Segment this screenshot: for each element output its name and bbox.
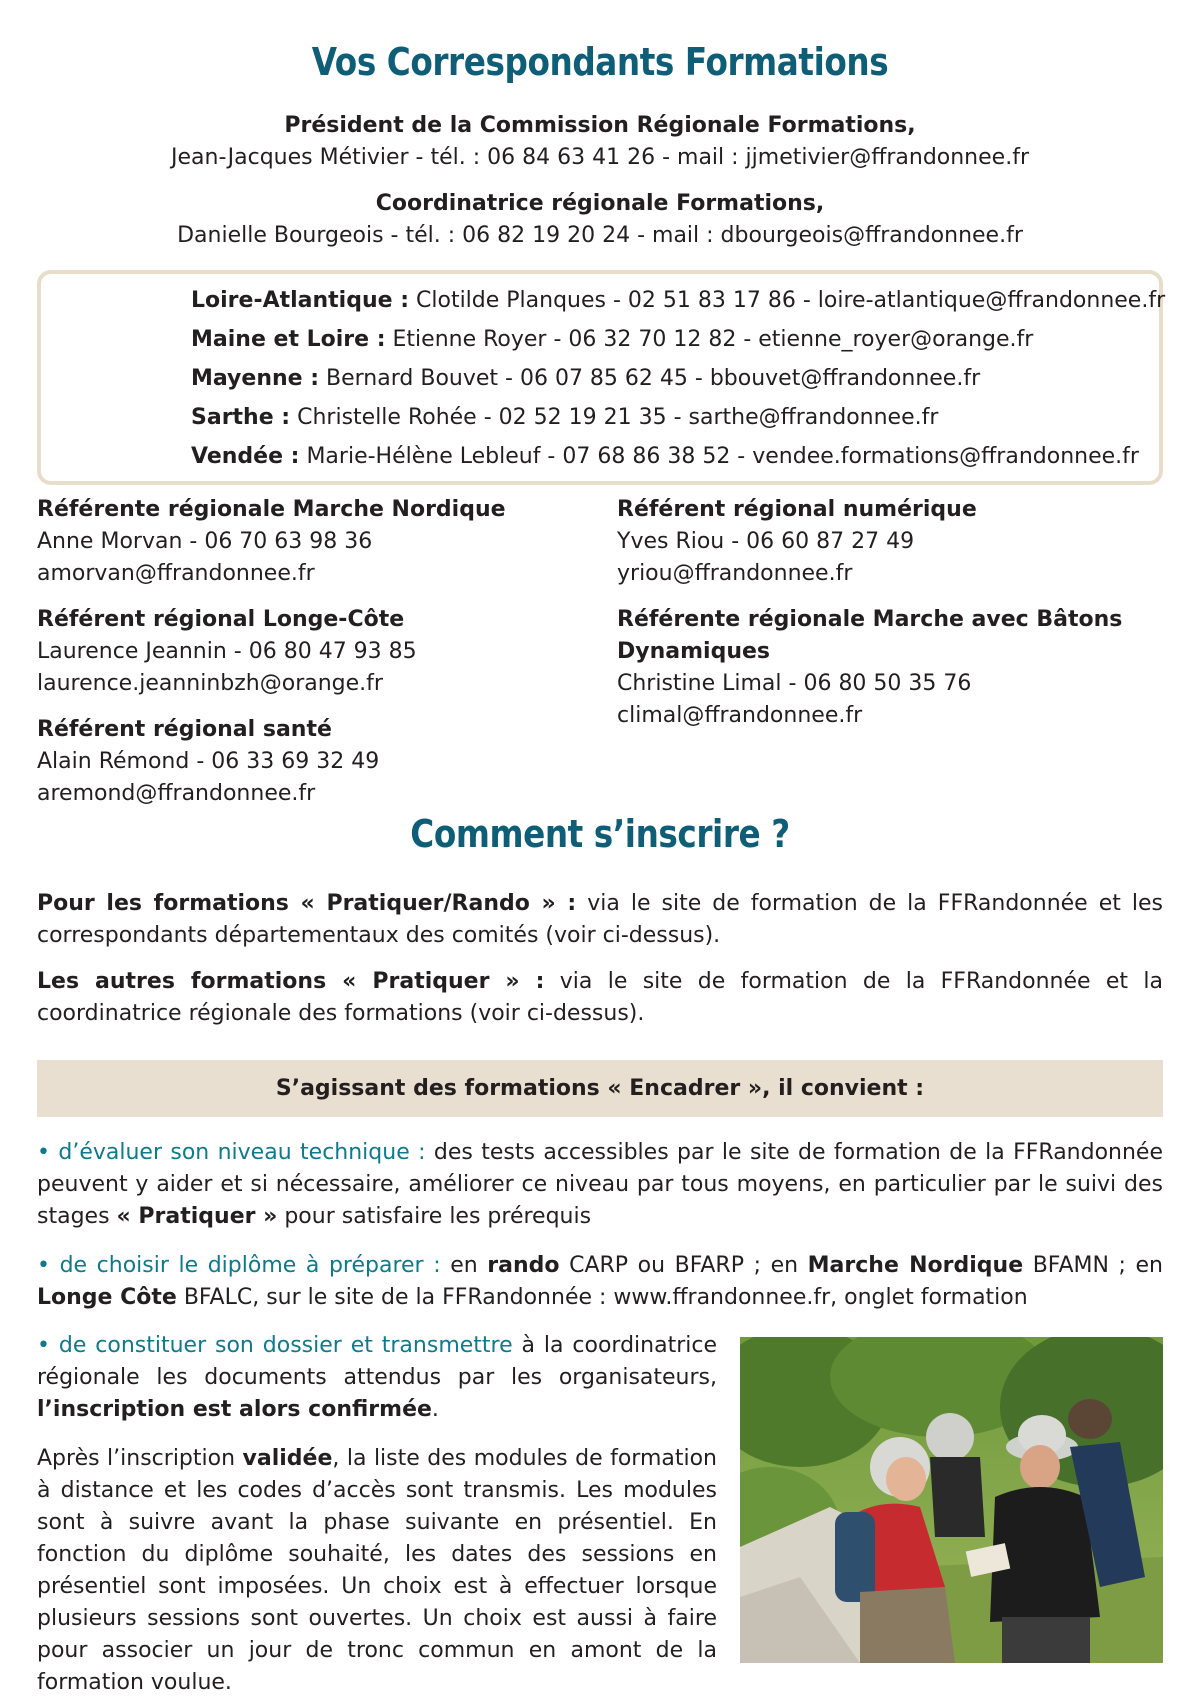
referent-sante (37, 714, 379, 810)
referent-email: aremond@ffrandonnee.fr (37, 781, 316, 806)
paragraph-autres (37, 966, 1163, 1030)
referent-contact: Christine Limal - 06 80 50 35 76 (617, 671, 972, 696)
bullet-lead: • de choisir le diplôme à préparer : (37, 1253, 441, 1278)
bullet-bold: l’inscription est alors confirmée (37, 1397, 432, 1422)
department-details: Bernard Bouvet - 06 07 85 62 45 - bbouvet@ffrandonnee.fr (319, 366, 981, 391)
referent-numerique (617, 494, 977, 590)
bullet-niveau (37, 1137, 1163, 1233)
encadrer-banner: S’agissant des formations « Encadrer », il convient : (37, 1060, 1163, 1117)
referent-email: laurence.jeanninbzh@orange.fr (37, 671, 383, 696)
section-title: Comment s’inscrire ? (410, 812, 790, 856)
paragraph-text: via le site de formation de la FFRandonnée et les correspondants départementaux des comités (voir ci-dessus). (37, 891, 1163, 948)
bullet-text: à la coordinatrice régionale les documents attendus par les organisateurs, (37, 1333, 717, 1390)
department-details: Marie-Hélène Lebleuf - 07 68 86 38 52 - vendee.formations@ffrandonnee.fr (299, 444, 1139, 469)
referent-contact: Yves Riou - 06 60 87 27 49 (617, 529, 915, 554)
bullet-diplome (37, 1250, 1163, 1314)
department-details: Clotilde Planques - 02 51 83 17 86 - loire-atlantique@ffrandonnee.fr (409, 288, 1166, 313)
referent-contact: Anne Morvan - 06 70 63 98 36 (37, 529, 373, 554)
referent-contact: Alain Rémond - 06 33 69 32 49 (37, 749, 380, 774)
hikers-illustration (740, 1337, 1163, 1663)
bullet-text: CARP ou BFARP ; en (559, 1253, 808, 1278)
paragraph-apres-inscription (37, 1443, 717, 1699)
bullet-text: BFALC, sur le site de la FFRandonnée : www.ffrandonnee.fr, onglet formation (176, 1285, 1028, 1310)
paragraph-lead: Pour les formations « Pratiquer/Rando » : (37, 891, 577, 916)
paragraph-bold: validée (242, 1446, 333, 1471)
department-name: Mayenne : (191, 366, 320, 391)
referent-title: Référent régional numérique (617, 497, 977, 522)
referent-email: yriou@ffrandonnee.fr (617, 561, 853, 586)
departments-box (37, 270, 1166, 485)
bullet-bold: Longe Côte (37, 1285, 177, 1310)
referent-title-continued: Dynamiques (617, 639, 771, 664)
referent-contact: Laurence Jeannin - 06 80 47 93 85 (37, 639, 417, 664)
paragraph-text: , la liste des modules de formation à distance et les codes d’accès sont transmis. Les modules sont à suivre avant la phase suivante en présentiel. En fonction du diplôme souhaité, les dates des sessions en présentiel sont imposées. Un choix est à effectuer lorsque plusieurs sessions sont ouvertes. Un choix est aussi à faire pour associer un jour de tronc commun en amont de la formation voulue. (37, 1446, 718, 1695)
bullet-text: pour satisfaire les prérequis (277, 1204, 592, 1229)
page-title: Vos Correspondants Formations (311, 40, 889, 84)
referent-title: Référente régionale Marche Nordique (37, 497, 506, 522)
department-line (191, 327, 1033, 352)
president-details: Jean-Jacques Métivier - tél. : 06 84 63 41 26 - mail : jjmetivier@ffrandonnee.fr (171, 145, 1029, 170)
coordinatrice-role: Coordinatrice régionale Formations, (375, 191, 825, 216)
department-line (191, 444, 1139, 469)
department-details: Etienne Royer - 06 32 70 12 82 - etienne_royer@orange.fr (385, 327, 1034, 352)
bullet-lead: • de constituer son dossier et transmettre (37, 1333, 513, 1358)
referent-email: climal@ffrandonnee.fr (617, 703, 863, 728)
referent-batons-dynamiques (617, 604, 1122, 732)
department-details: Christelle Rohée - 02 52 19 21 35 - sarthe@ffrandonnee.fr (290, 405, 939, 430)
president-role: Président de la Commission Régionale Formations, (284, 113, 916, 138)
department-name: Maine et Loire : (191, 327, 386, 352)
bullet-bold: rando (487, 1253, 560, 1278)
bullet-bold: « Pratiquer » (116, 1204, 278, 1229)
department-name: Sarthe : (191, 405, 291, 430)
president-block (0, 110, 1200, 174)
department-line (191, 288, 1165, 313)
referent-marche-nordique (37, 494, 506, 590)
paragraph-text: via le site de formation de la FFRandonnée et la coordinatrice régionale des formations (voir ci-dessus). (37, 969, 1163, 1026)
bullet-text: BFAMN ; en (1023, 1253, 1164, 1278)
department-line (191, 366, 980, 391)
hikers-photo (740, 1337, 1163, 1663)
coordinatrice-block (0, 188, 1200, 252)
paragraph-lead: Les autres formations « Pratiquer » : (37, 969, 545, 994)
referent-title: Référent régional santé (37, 717, 332, 742)
coordinatrice-details: Danielle Bourgeois - tél. : 06 82 19 20 24 - mail : dbourgeois@ffrandonnee.fr (177, 223, 1023, 248)
paragraph-text: Après l’inscription (37, 1446, 243, 1471)
department-line (191, 405, 938, 430)
bullet-text: des tests accessibles par le site de formation de la FFRandonnée peuvent y aider et si nécessaire, améliorer ce niveau par tous moyens, en particulier par le suivi des stages (37, 1140, 1164, 1229)
bullet-lead: • d’évaluer son niveau technique : (37, 1140, 426, 1165)
department-name: Loire-Atlantique : (191, 288, 410, 313)
department-name: Vendée : (191, 444, 300, 469)
bullet-bold: Marche Nordique (807, 1253, 1024, 1278)
referent-email: amorvan@ffrandonnee.fr (37, 561, 315, 586)
bullet-text: en (440, 1253, 488, 1278)
referent-title: Référente régionale Marche avec Bâtons (617, 607, 1123, 632)
referent-title: Référent régional Longe-Côte (37, 607, 405, 632)
paragraph-rando (37, 888, 1163, 952)
bullet-text: . (431, 1397, 439, 1422)
bullet-dossier (37, 1330, 717, 1426)
referent-longe-cote (37, 604, 417, 700)
